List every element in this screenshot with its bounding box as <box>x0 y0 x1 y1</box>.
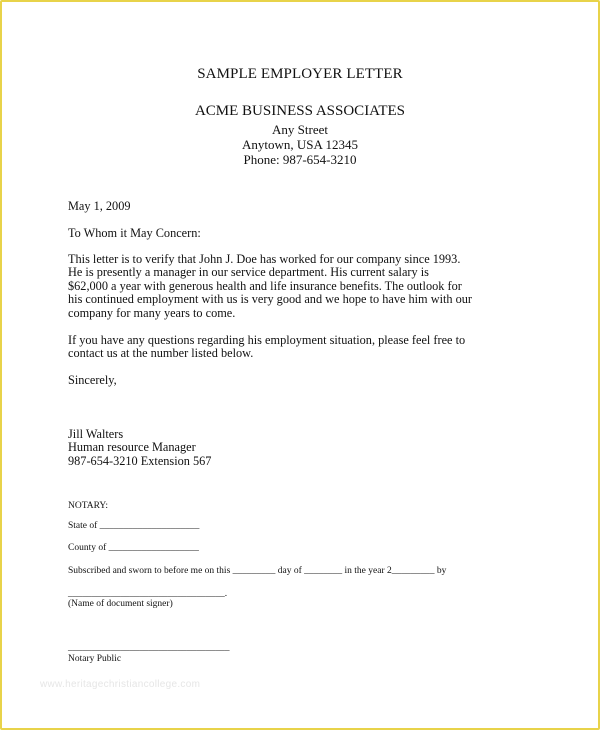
signer-phone: 987-654-3210 Extension 567 <box>68 453 212 468</box>
letter-salutation: To Whom it May Concern: <box>68 226 201 240</box>
paragraph-line: contact us at the number listed below. <box>68 346 254 361</box>
letter-closing: Sincerely, <box>68 373 117 387</box>
notary-state-line: State of _____________________ <box>68 521 200 531</box>
document-signer-line: _________________________________. <box>68 589 228 599</box>
letter-title: SAMPLE EMPLOYER LETTER <box>197 66 403 82</box>
paragraph-contact <box>68 334 538 361</box>
paragraph-line: He is presently a manager in our service department. His current salary is <box>68 265 429 280</box>
company-city: Anytown, USA 12345 <box>242 137 358 152</box>
paragraph-line: This letter is to verify that John J. Doe has worked for our company since 1993. <box>68 252 461 266</box>
notary-public-label: Notary Public <box>68 654 122 664</box>
company-street: Any Street <box>272 122 328 137</box>
paragraph-line: his continued employment with us is very good and we hope to have him with our <box>68 292 473 307</box>
paragraph-line: If you have any questions regarding his employment situation, please feel free to <box>68 333 466 347</box>
paragraph-line: company for many years to come. <box>68 305 236 320</box>
notary-sworn-line: Subscribed and sworn to before me on this _________ day of ________ in the year 2_________ by <box>68 566 447 576</box>
signer-title: Human resource Manager <box>68 440 196 455</box>
notary-county-line: County of ___________________ <box>68 543 199 553</box>
signature-block <box>68 428 538 468</box>
notary-heading: NOTARY: <box>68 501 109 511</box>
paragraph-verification <box>68 253 538 320</box>
site-watermark: www.heritagechristiancollege.com <box>40 679 201 690</box>
letter-date: May 1, 2009 <box>68 199 131 213</box>
paragraph-line: $62,000 a year with generous health and life insurance benefits. The outlook for <box>68 278 462 293</box>
notary-signature-line: __________________________________ <box>68 643 230 653</box>
company-name: ACME BUSINESS ASSOCIATES <box>194 103 406 119</box>
signer-name: Jill Walters <box>68 427 124 441</box>
document-signer-label: (Name of document signer) <box>68 599 173 609</box>
company-phone: Phone: 987-654-3210 <box>243 152 357 167</box>
